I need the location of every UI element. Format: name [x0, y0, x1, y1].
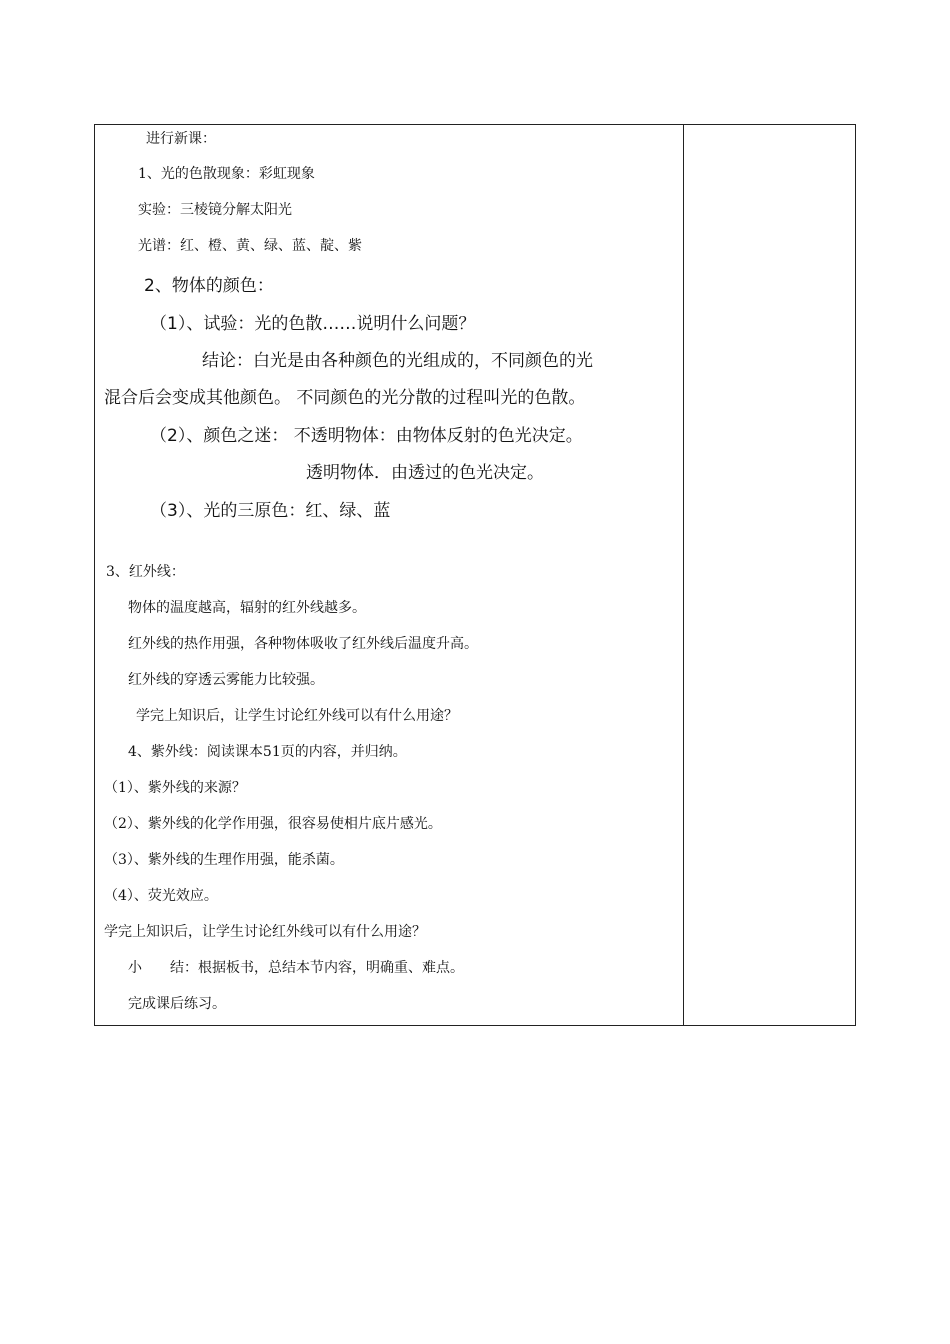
- sec3-line2: 红外线的热作用强，各种物体吸收了红外线后温度升高。: [128, 636, 478, 652]
- sec3-title: 3、红外线：: [106, 564, 185, 580]
- summary-line: 小 结：根据板书，总结本节内容，明确重、难点。: [128, 960, 464, 976]
- sec2-conclusion-b: 混合后会变成其他颜色。 不同颜色的光分散的过程叫光的色散。: [104, 388, 586, 408]
- sec2-conclusion-a: 结论：白光是由各种颜色的光组成的，不同颜色的光: [202, 351, 593, 371]
- homework-line: 完成课后练习。: [128, 996, 226, 1012]
- sec4-title: 4、紫外线：阅读课本51页的内容，并归纳。: [128, 744, 407, 760]
- sec4-item3: （3）、紫外线的生理作用强，能杀菌。: [104, 852, 344, 868]
- intro-line: 进行新课：: [146, 131, 216, 147]
- sec4-discuss: 学完上知识后，让学生讨论红外线可以有什么用途？: [104, 924, 426, 940]
- sec1-experiment: 实验：三棱镜分解太阳光: [138, 202, 292, 218]
- sec3-line4: 学完上知识后，让学生讨论红外线可以有什么用途？: [136, 708, 458, 724]
- sec4-item1: （1）、紫外线的来源？: [104, 780, 246, 796]
- sec2-p2-a: （2）、颜色之迷： 不透明物体：由物体反射的色光决定。: [150, 426, 583, 446]
- column-divider: [683, 125, 684, 1025]
- sec2-p2-b: 透明物体．由透过的色光决定。: [306, 463, 544, 483]
- sec4-item2: （2）、紫外线的化学作用强，很容易使相片底片感光。: [104, 816, 442, 832]
- sec1-spectrum: 光谱：红、橙、黄、绿、蓝、靛、紫: [138, 238, 362, 254]
- sec2-p3: （3）、光的三原色：红、绿、蓝: [150, 501, 391, 521]
- sec3-line1: 物体的温度越高，辐射的红外线越多。: [128, 600, 366, 616]
- sec2-p1: （1）、试验：光的色散……说明什么问题？: [150, 314, 476, 334]
- sec1-title: 1、光的色散现象：彩虹现象: [138, 166, 315, 182]
- sec3-line3: 红外线的穿透云雾能力比较强。: [128, 672, 324, 688]
- sec2-title: 2、物体的颜色：: [144, 276, 274, 296]
- sec4-item4: （4）、荧光效应。: [104, 888, 218, 904]
